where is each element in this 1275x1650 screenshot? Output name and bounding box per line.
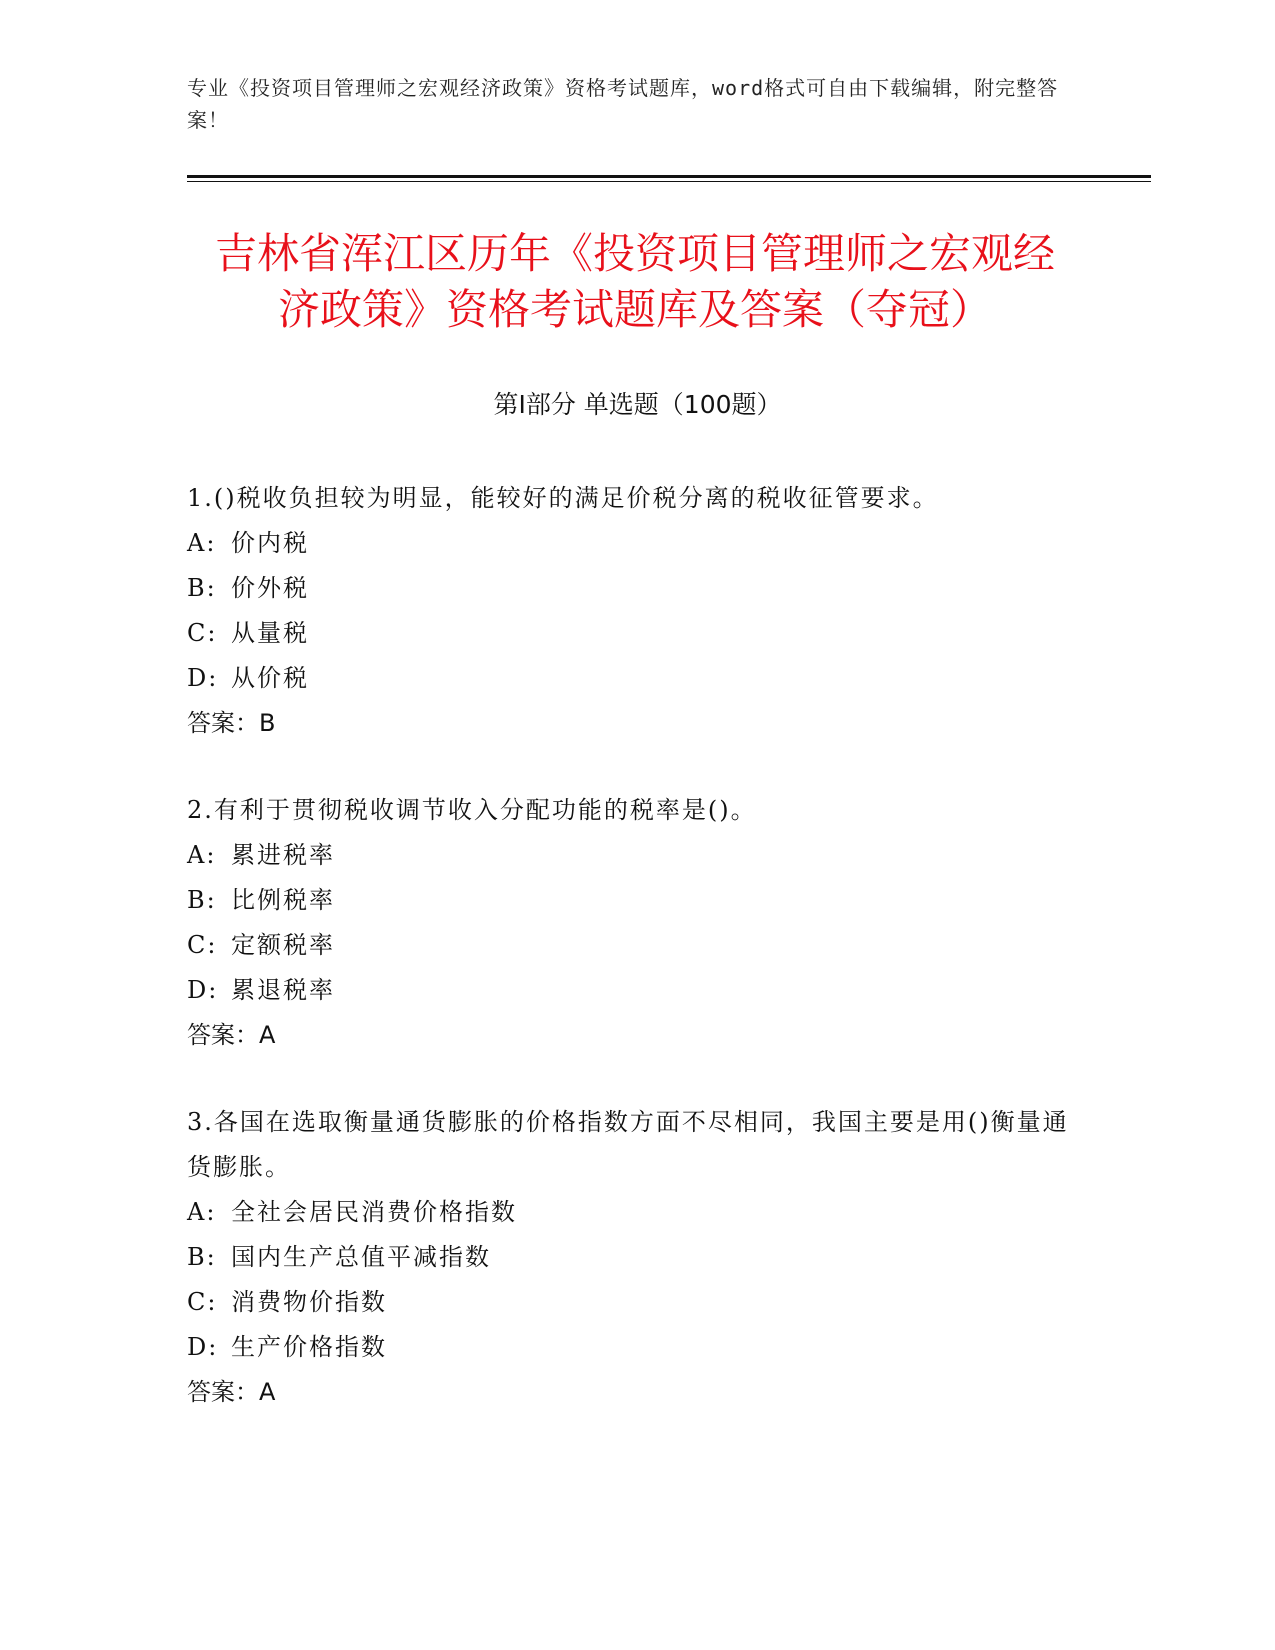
option-text: 价外税 xyxy=(231,574,309,602)
option-key: A: xyxy=(187,841,217,869)
option-text: 累进税率 xyxy=(231,841,335,869)
option-d xyxy=(187,656,1087,701)
option-text: 定额税率 xyxy=(231,931,335,959)
option-text: 全社会居民消费价格指数 xyxy=(231,1198,517,1226)
option-text: 国内生产总值平减指数 xyxy=(231,1243,491,1271)
option-text: 消费物价指数 xyxy=(231,1288,387,1316)
option-key: D: xyxy=(187,976,219,1004)
option-c xyxy=(187,611,1087,656)
answer-line: 答案：A xyxy=(187,1378,276,1406)
option-d xyxy=(187,968,1087,1013)
question-stem: 3.各国在选取衡量通货膨胀的价格指数方面不尽相同，我国主要是用()衡量通货膨胀。 xyxy=(187,1108,1069,1181)
option-key: B: xyxy=(187,574,217,602)
answer-line: 答案：A xyxy=(187,1021,276,1049)
option-key: C: xyxy=(187,931,218,959)
section-title: 第Ⅰ部分 单选题（100题） xyxy=(493,390,782,419)
option-d xyxy=(187,1325,1087,1370)
question-list xyxy=(187,476,1087,1457)
option-key: A: xyxy=(187,1198,217,1226)
option-key: A: xyxy=(187,529,217,557)
answer-line: 答案：B xyxy=(187,709,276,737)
option-b xyxy=(187,878,1087,923)
question-2 xyxy=(187,788,1087,1058)
option-text: 生产价格指数 xyxy=(231,1333,387,1361)
header-note: 专业《投资项目管理师之宏观经济政策》资格考试题库，word格式可自由下载编辑，附完整答案！ xyxy=(187,76,1059,132)
option-key: C: xyxy=(187,1288,218,1316)
option-b xyxy=(187,1235,1087,1280)
option-key: C: xyxy=(187,619,218,647)
question-3 xyxy=(187,1100,1087,1415)
option-key: B: xyxy=(187,886,217,914)
option-text: 价内税 xyxy=(231,529,309,557)
option-a xyxy=(187,521,1087,566)
option-text: 比例税率 xyxy=(231,886,335,914)
option-c xyxy=(187,923,1087,968)
question-stem: 2.有利于贯彻税收调节收入分配功能的税率是()。 xyxy=(187,796,757,824)
option-text: 累退税率 xyxy=(231,976,335,1004)
document-title: 吉林省浑江区历年《投资项目管理师之宏观经济政策》资格考试题库及答案（夺冠） xyxy=(214,229,1055,334)
option-text: 从量税 xyxy=(231,619,309,647)
option-c xyxy=(187,1280,1087,1325)
header-divider-thin xyxy=(187,181,1151,182)
header-divider-thick xyxy=(187,175,1151,178)
option-key: D: xyxy=(187,1333,219,1361)
option-key: B: xyxy=(187,1243,217,1271)
option-key: D: xyxy=(187,664,219,692)
question-1 xyxy=(187,476,1087,746)
question-stem: 1.()税收负担较为明显，能较好的满足价税分离的税收征管要求。 xyxy=(187,484,939,512)
option-a xyxy=(187,833,1087,878)
option-a xyxy=(187,1190,1087,1235)
option-b xyxy=(187,566,1087,611)
option-text: 从价税 xyxy=(231,664,309,692)
